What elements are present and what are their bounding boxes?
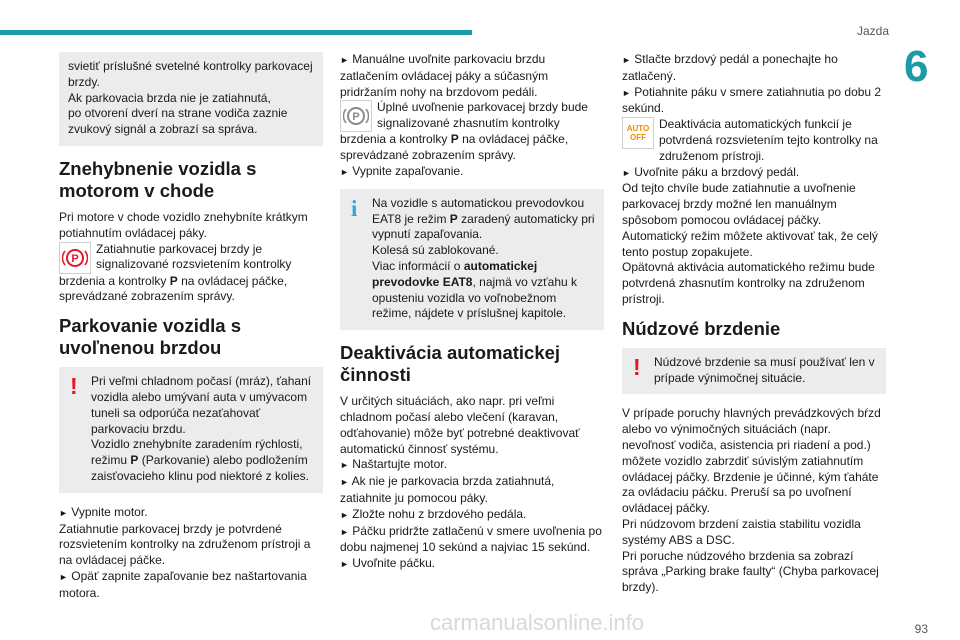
warning-text: Pri veľmi chladnom počasí (mráz), ťahaní vozidla alebo umývaní auta v umývacom tuneli sa odporúča nezaťahovať parkovaciu brzdu. [91,374,312,436]
note-line: svietiť príslušné svetelné kontrolky parkovacej [68,59,313,73]
info-text [372,196,595,243]
step [340,457,604,474]
bold-text: P [450,132,459,147]
step-text: Vypnite zapaľovanie. [352,163,464,178]
paragraph [340,132,604,164]
triangle-bullet-icon: ► [340,55,349,65]
parking-brake-grey-icon [340,100,372,132]
triangle-bullet-icon: ► [622,167,631,178]
step-text: Potiahnite páku v smere zatiahnutia po dobu 2 sekúnd. [622,84,882,116]
triangle-bullet-icon: ► [622,87,631,98]
page-number: 93 [914,622,928,636]
bold-text: P [449,211,458,226]
paragraph [59,274,323,306]
paragraph: Pri poruche núdzového brzdenia sa zobrazí správa „Parking brake faulty“ (Chyba parkovacej brzdy). [622,548,879,595]
step [340,474,604,507]
note-line: po otvorení dverí na strane vodiča zaznie [68,106,288,121]
step [340,556,604,573]
paragraph: V prípade poruchy hlavných prevádzkových bŕzd alebo vo výnimočných situáciách (napr. nevoľnosť vodiča, asistencia pri riadení a pod.) môžete vozidlo zabrzdiť súvislým zatiahnutím ovládacej páčky. Brzdenie je účinné, kým ťaháte za ovládaciu páčku. Preruší sa po uvoľnení ovládacej páčky. [622,406,881,516]
text: na ovládacej páčke, sprevádzané zobrazením správy. [59,273,288,304]
step-text: Vypnite motor. [71,504,148,519]
warning-box [59,367,323,493]
triangle-bullet-icon: ► [340,166,349,177]
text: zaradený automaticky pri vypnutí zapaľovania. [372,211,595,242]
bold-text: automatickej prevodovke EAT8 [372,258,538,289]
paragraph: Zatiahnutie parkovacej brzdy je signalizované rozsvietením kontrolky [96,241,292,272]
info-text: Kolesá sú zablokované. [372,243,499,258]
triangle-bullet-icon: ► [340,559,349,570]
exclamation-icon: ! [633,353,641,380]
paragraph: Automatický režim môžete aktivovať tak, že celý tento postup zopakujete. [622,228,878,259]
paragraph: Zatiahnutie parkovacej brzdy je potvrdené rozsvietením kontrolky na združenom prístroji a na ovládacej páčke. [59,521,311,568]
heading-parking-released: Parkovanie vozidla s uvoľnenou brzdou [59,315,242,359]
step [340,52,604,100]
text: Viac informácií o [372,258,464,273]
heading-immobilisation: Znehybnenie vozidla s motorom v chode [59,157,257,201]
step [622,52,886,85]
step-text: Ak nie je parkovacia brzda zatiahnutá, zatiahnite ju pomocou páky. [340,474,555,505]
chapter-number: 6 [904,42,929,91]
step-text: Stlačte brzdový pedál a ponechajte ho zatlačený. [622,52,838,83]
exclamation-icon: ! [70,373,78,400]
svg-text:P: P [352,111,360,124]
paragraph: Pri núdzovom brzdení zaistia stabilitu vozidla systémy ABS a DSC. [622,516,861,547]
column-2 [340,52,604,573]
step [59,505,323,522]
section-title: Jazda [856,24,889,38]
triangle-bullet-icon: ► [340,460,349,471]
warning-text [91,437,314,484]
text: Na vozidle s automatickou prevodovkou EAT8 je režim [372,195,585,226]
heading-deactivation: Deaktivácia automatickej činnosti [340,342,561,386]
triangle-bullet-icon: ► [340,509,349,520]
header-accent-bar [0,30,472,35]
off-label: OFF [630,133,646,143]
step [340,507,604,524]
step-text: Manuálne uvoľnite parkovaciu brzdu zatlačením ovládacej páky a súčasným pridržaním nohy na brzdovom pedáli. [340,52,549,99]
triangle-bullet-icon: ► [622,55,631,65]
step-text: Naštartujte motor. [352,457,447,472]
paragraph: Pri motore v chode vozidlo znehybníte krátkym potiahnutím ovládacej páky. [59,209,308,240]
info-text [372,259,595,322]
icon-paragraph [622,117,886,164]
triangle-bullet-icon: ► [59,571,68,582]
paragraph: Od tejto chvíle bude zatiahnutie a uvoľnenie parkovacej brzdy možné len manuálnym spôsobom pomocou ovládacej páčky. [622,181,856,227]
step [340,524,604,557]
warning-box [622,348,886,395]
paragraph: Opätovná aktivácia automatického režimu bude potvrdená zhasnutím kontrolky na združenom prístroji. [622,260,875,306]
heading-emergency-braking: Núdzové brzdenie [622,317,781,339]
step [622,85,886,118]
triangle-bullet-icon: ► [340,477,349,488]
svg-text:P: P [71,252,79,265]
note-line: zvukový signál a zobrazí sa správa. [68,122,258,137]
auto-off-indicator-icon [622,117,654,149]
icon-paragraph [59,242,323,274]
watermark: carmanualsonline.info [430,610,645,635]
column-1 [59,52,323,602]
step [59,569,323,602]
icon-paragraph [340,100,604,132]
text: brzdenia a kontrolky [59,273,170,288]
step [622,165,886,182]
note-line: Ak parkovacia brzda nie je zatiahnutá, [68,90,271,105]
auto-label: AUTO [626,124,650,134]
triangle-bullet-icon: ► [340,526,349,537]
step [340,164,604,181]
parking-brake-warning-icon [59,242,91,274]
text: , najmä vo vzťahu k opusteniu vozidla vo voľnobežnom režime, nájdete v príslušnej kapitole. [372,274,578,321]
bold-text: P [130,453,139,468]
paragraph: V určitých situáciách, ako napr. pri veľmi chladnom počasí alebo vlečení (karavan, odťahovanie) môže byť potrebné deaktivovať automatickú činnosť systému. [340,394,580,456]
warning-text: Núdzové brzdenie sa musí používať len v prípade výnimočnej situácie. [654,354,875,385]
info-box [340,189,604,330]
step-text: Páčku pridržte zatlačenú v smere uvoľnenia po dobu najmenej 10 sekúnd a najviac 15 sekúnd. [340,523,602,555]
note-box-parking-brake [59,52,323,146]
text: (Parkovanie) alebo podložením zaisťovacieho klinu pod niektoré z kolies. [91,453,309,483]
text: brzdenia a kontrolky [340,132,451,147]
paragraph: Úplné uvoľnenie parkovacej brzdy bude signalizované zhasnutím kontrolky [377,100,588,131]
text: na ovládacej páčke, sprevádzané zobrazením správy. [340,132,569,163]
step-text: Opäť zapnite zapaľovanie bez naštartovania motora. [59,568,307,600]
note-line: brzdy. [68,74,100,89]
step-text: Uvoľnite páčku. [352,556,436,571]
step-text: Zložte nohu z brzdového pedála. [352,506,527,521]
paragraph: Deaktivácia automatických funkcií je potvrdená rozsvietením tejto kontrolky na združenom prístroji. [659,117,878,163]
text: Vozidlo znehybníte zaradením rýchlosti, režimu [91,437,303,468]
info-icon: i [351,195,358,221]
triangle-bullet-icon: ► [59,507,68,518]
column-3 [622,52,886,596]
bold-text: P [169,273,178,288]
step-text: Uvoľnite páku a brzdový pedál. [634,164,800,179]
